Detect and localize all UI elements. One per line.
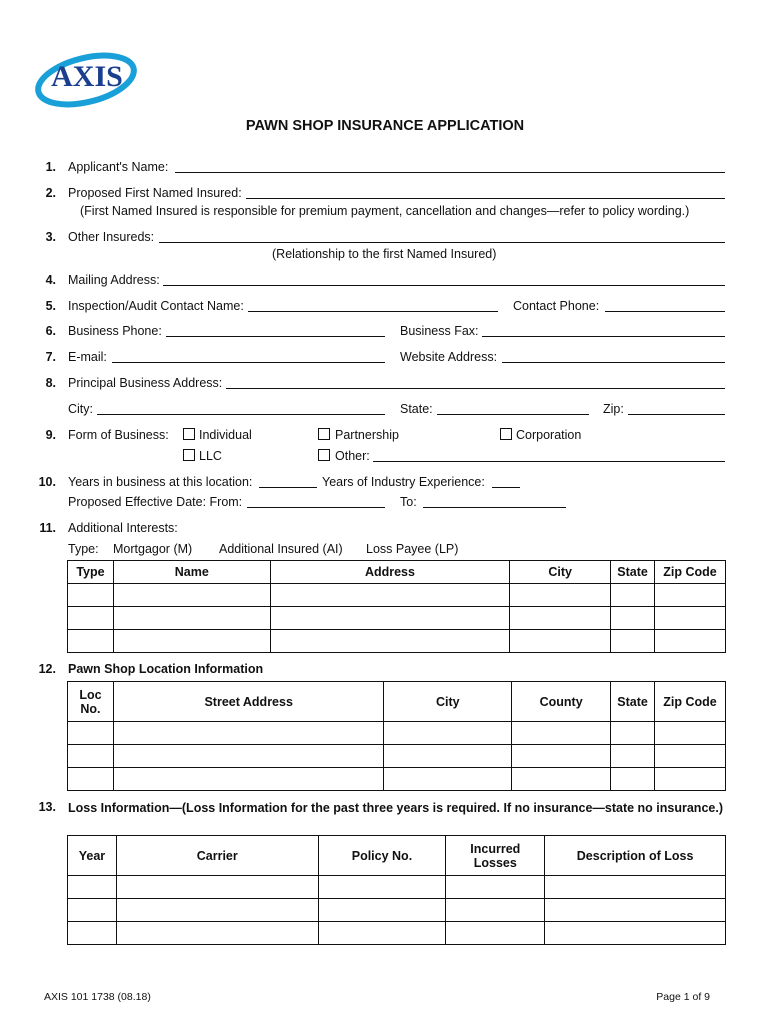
form-of-business-label: Form of Business: [68,428,169,442]
col-loc-no: Loc No. [68,682,114,722]
mailing-address-field[interactable] [163,274,725,286]
email-field[interactable] [112,351,385,363]
table-row [68,722,726,745]
llc-label: LLC [199,449,222,463]
col-county: County [512,682,611,722]
col-city: City [384,682,512,722]
partnership-label: Partnership [335,428,399,442]
other-field[interactable] [373,450,725,462]
additional-interests-label: Additional Interests: [68,521,178,535]
logo-text: AXIS [51,60,123,93]
email-label: E-mail: [68,350,107,364]
additional-interests-table [67,560,726,653]
col-incurred-losses: Incurred Losses [446,836,545,876]
zip-label: Zip: [603,402,624,416]
applicant-name-label: Applicant's Name: [68,160,169,174]
interest-type-label: Type: [68,542,99,556]
partnership-checkbox[interactable] [318,428,330,440]
loss-info-table [67,835,726,945]
type-mortgagor: Mortgagor (M) [113,542,193,556]
website-label: Website Address: [400,350,498,364]
inspection-contact-label: Inspection/Audit Contact Name: [68,299,244,313]
col-state: State [611,561,655,584]
table-row [68,584,726,607]
table-row [68,922,726,945]
business-fax-field[interactable] [482,325,725,337]
col-city: City [510,561,611,584]
table-row [68,630,726,653]
principal-address-label: Principal Business Address: [68,376,223,390]
table-row [68,607,726,630]
form-title: PAWN SHOP INSURANCE APPLICATION [245,118,525,134]
effective-from-label: Proposed Effective Date: From: [68,495,243,509]
years-in-business-field[interactable] [259,476,317,488]
inspection-contact-field[interactable] [248,300,498,312]
q11-number: 11. [39,521,56,535]
years-in-business-label: Years in business at this location: [68,475,253,489]
first-named-insured-field[interactable] [246,187,725,199]
form-id: AXIS 101 1738 (08.18) [44,991,151,1003]
business-phone-field[interactable] [166,325,385,337]
location-table [67,681,726,791]
location-info-label: Pawn Shop Location Information [68,662,264,676]
industry-experience-label: Years of Industry Experience: [322,475,485,489]
principal-address-field[interactable] [226,377,725,389]
q6-number: 6. [45,324,56,338]
q5-number: 5. [45,299,56,313]
col-name: Name [113,561,270,584]
col-description: Description of Loss [545,836,726,876]
effective-to-label: To: [400,495,417,509]
q12-number: 12. [38,662,56,676]
city-field[interactable] [97,403,385,415]
city-label: City: [68,402,93,416]
business-phone-label: Business Phone: [68,324,162,338]
q7-number: 7. [45,350,56,364]
corporation-checkbox[interactable] [500,428,512,440]
relationship-note: (Relationship to the first Named Insured) [272,247,497,261]
type-additional-insured: Additional Insured (AI) [219,542,343,556]
col-zip: Zip Code [655,561,726,584]
mailing-address-label: Mailing Address: [68,273,160,287]
col-year: Year [68,836,117,876]
table-row [68,768,726,791]
industry-experience-field[interactable] [492,476,520,488]
loss-info-label: Loss Information—(Loss Information for the past three years is required. If no insurance—state no insurance.) [68,801,723,815]
website-field[interactable] [502,351,725,363]
business-fax-label: Business Fax: [400,324,479,338]
table-row [68,876,726,899]
page-number: Page 1 of 9 [656,991,710,1003]
other-checkbox[interactable] [318,449,330,461]
q2-number: 2. [45,186,56,200]
effective-from-field[interactable] [247,496,385,508]
q8-number: 8. [45,376,56,390]
state-label: State: [400,402,433,416]
applicant-name-field[interactable] [175,161,725,173]
col-state: State [611,682,655,722]
q13-number: 13. [38,800,56,814]
contact-phone-field[interactable] [605,300,725,312]
table-row [68,899,726,922]
col-type: Type [68,561,114,584]
table-row [68,745,726,768]
contact-phone-label: Contact Phone: [513,299,600,313]
col-policy-no: Policy No. [318,836,446,876]
other-insureds-label: Other Insureds: [68,230,155,244]
other-label: Other: [335,449,370,463]
first-named-insured-label: Proposed First Named Insured: [68,186,242,200]
q10-number: 10. [38,475,56,489]
col-address: Address [270,561,510,584]
llc-checkbox[interactable] [183,449,195,461]
zip-field[interactable] [628,403,725,415]
first-named-insured-note: (First Named Insured is responsible for premium payment, cancellation and changes—refer to policy wording.) [80,204,690,218]
individual-label: Individual [199,428,252,442]
corporation-label: Corporation [516,428,582,442]
col-zip: Zip Code [655,682,726,722]
col-carrier: Carrier [116,836,318,876]
col-street-address: Street Address [113,682,384,722]
effective-to-field[interactable] [423,496,566,508]
q9-number: 9. [45,428,56,442]
type-loss-payee: Loss Payee (LP) [366,542,459,556]
individual-checkbox[interactable] [183,428,195,440]
q1-number: 1. [45,160,56,174]
state-field[interactable] [437,403,589,415]
q3-number: 3. [45,230,56,244]
axis-logo [34,48,140,110]
q4-number: 4. [45,273,56,287]
other-insureds-field[interactable] [159,231,725,243]
